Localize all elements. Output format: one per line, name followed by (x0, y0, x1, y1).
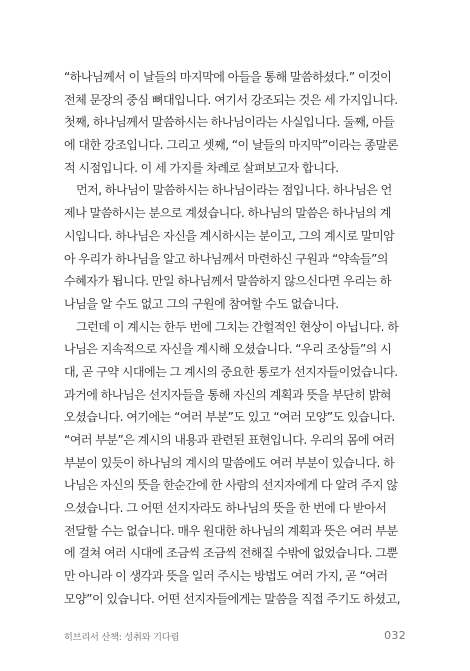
text-line: 그런데 이 계시는 한두 번에 그치는 간헐적인 현상이 아닙니다. 하 (76, 319, 399, 334)
text-line: 나님을 알 수도 없고 그의 구원에 참여할 수도 없습니다. (64, 296, 339, 311)
running-footer-title: 히브리서 산책: 성취와 기다림 (64, 632, 180, 643)
text-line: 오셨습니다. 여기에는 “여러 부분”도 있고 “여러 모양”도 있습니다. (64, 410, 395, 425)
text-line: 시입니다. 하나님은 자신을 계시하시는 분이고, 그의 계시로 말미암 (64, 228, 395, 243)
text-line: 적 시점입니다. 이 세 가지를 차례로 살펴보고자 합니다. (64, 160, 339, 175)
text-line: 전체 문장의 중심 뼈대입니다. 여기서 강조되는 것은 세 가지입니다. (64, 92, 398, 107)
text-line: 으셨습니다. 그 어떤 선지자라도 하나님의 뜻을 한 번에 다 받아서 (64, 501, 387, 516)
text-line: 수혜자가 됩니다. 만일 하나님께서 말씀하지 않으신다면 우리는 하 (64, 274, 391, 289)
text-line: “하나님께서 이 날들의 마지막에 아들을 통해 말씀하셨다.” 이것이 (64, 70, 392, 84)
text-line: 제나 말씀하시는 분으로 계셨습니다. 하나님의 말씀은 하나님의 계 (64, 206, 391, 221)
paragraph-2 (64, 179, 406, 315)
text-line: 에 대한 강조입니다. 그리고 셋째, “이 날들의 마지막”이라는 종말론 (64, 138, 398, 153)
text-line: 모양”이 있습니다. 어떤 선지자들에게는 말씀을 직접 주기도 하셨고, (64, 591, 400, 606)
text-line: 에 걸쳐 여러 시대에 조금씩 조금씩 전해질 수밖에 없었습니다. 그뿐 (64, 546, 398, 561)
text-line: 나님은 지속적으로 자신을 계시해 오셨습니다. “우리 조상들”의 시 (64, 342, 392, 357)
text-line: 과거에 하나님은 선지자들을 통해 자신의 계획과 뜻을 부단히 밝혀 (64, 387, 391, 402)
paragraph-3 (64, 316, 406, 611)
text-line: 나님은 자신의 뜻을 한순간에 한 사람의 선지자에게 다 알려 주지 않 (64, 478, 398, 493)
page-footer (64, 629, 406, 645)
text-line: 부분이 있듯이 하나님의 계시의 말씀에도 여러 부분이 있습니다. 하 (64, 455, 395, 470)
text-line: “여러 부분”은 계시의 내용과 관련된 표현입니다. 우리의 몸에 여러 (64, 433, 395, 447)
page-number: 032 (384, 629, 406, 642)
text-line: 먼저, 하나님이 말씀하시는 하나님이라는 점입니다. 하나님은 언 (76, 183, 392, 198)
body-text (64, 66, 406, 611)
text-line: 만 아니라 이 생각과 뜻을 일러 주시는 방법도 여러 가지, 곧 “여러 (64, 569, 388, 584)
text-line: 아 우리가 하나님을 알고 하나님께서 마련하신 구원과 “약속들”의 (64, 251, 388, 266)
text-line: 대, 곧 구약 시대에는 그 계시의 중요한 통로가 선지자들이었습니다. (64, 364, 398, 379)
text-line: 첫째, 하나님께서 말씀하시는 하나님이라는 사실입니다. 둘째, 아들 (64, 115, 395, 130)
paragraph-1 (64, 66, 406, 179)
text-line: 전달할 수는 없습니다. 매우 원대한 하나님의 계획과 뜻은 여러 부분 (64, 523, 398, 538)
